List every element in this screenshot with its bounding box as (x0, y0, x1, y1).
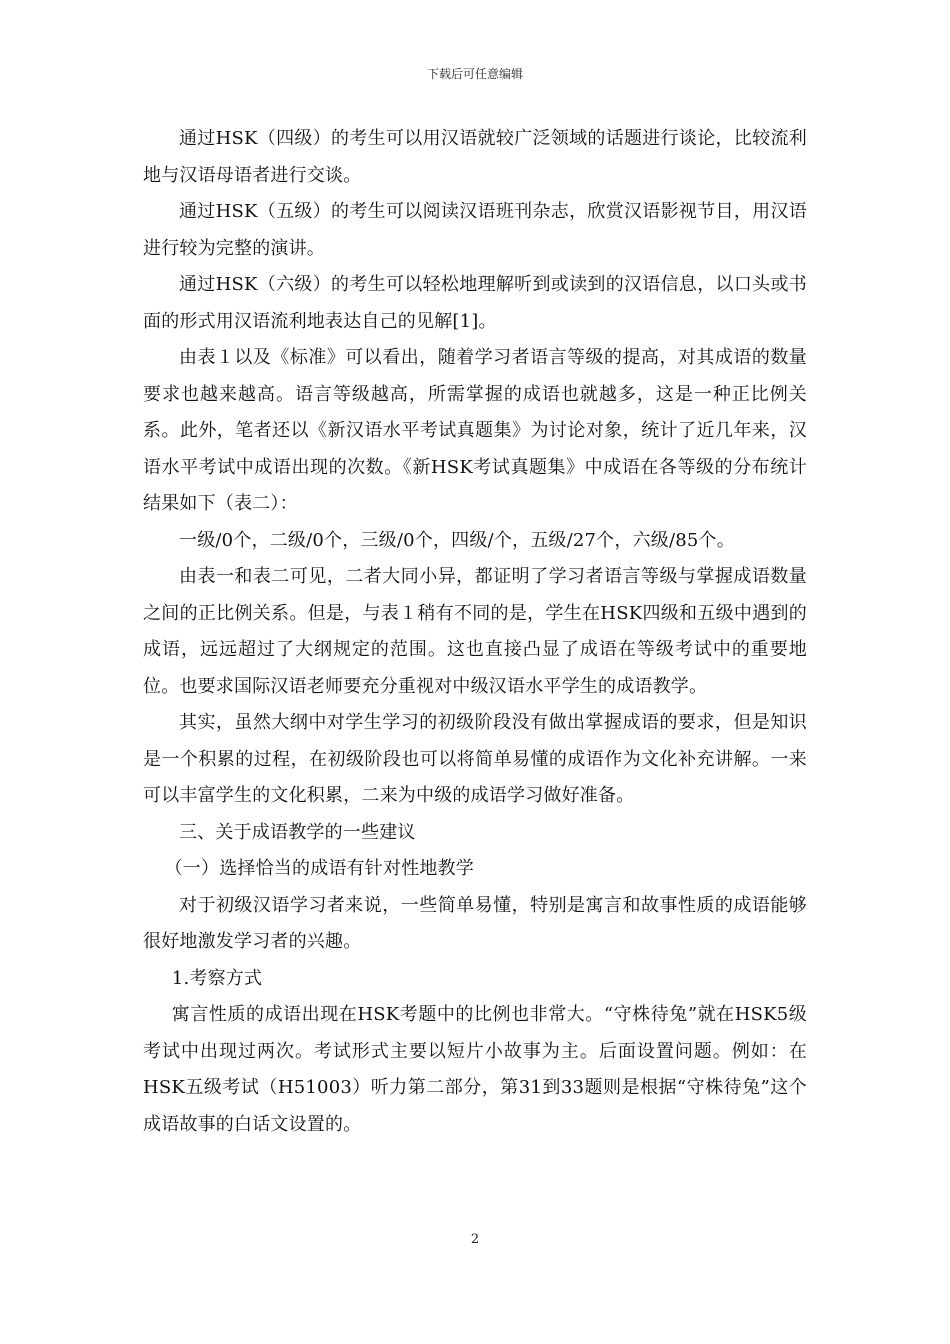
paragraph-beginner-learners: 对于初级汉语学习者来说，一些简单易懂，特别是寓言和故事性质的成语能够很好地激发学习者的兴趣。 (143, 894, 807, 952)
document-body (143, 121, 807, 1143)
paragraph-hsk5: 通过HSK（五级）的考生可以阅读汉语班刊杂志，欣赏汉语影视节目，用汉语进行较为完整的演讲。 (143, 201, 807, 259)
subsection-heading-assessment-method: 1.考察方式 (171, 967, 263, 989)
paragraph-hsk6: 通过HSK（六级）的考生可以轻松地理解听到或读到的汉语信息，以口头或书面的形式用汉语流利地表达自己的见解[1]。 (143, 274, 807, 332)
paragraph-comparison: 由表一和表二可见，二者大同小异，都证明了学习者语言等级与掌握成语数量之间的正比例关系。但是，与表１稍有不同的是，学生在HSK四级和五级中遇到的成语，远远超过了大纲规定的范围。这也直接凸显了成语在等级考试中的重要地位。也要求国际汉语老师要充分重视对中级汉语水平学生的成语教学。 (143, 566, 807, 697)
paragraph-table-one-analysis: 由表１以及《标准》可以看出，随着学习者语言等级的提高，对其成语的数量要求也越来越高。语言等级越高，所需掌握的成语也就越多，这是一种正比例关系。此外，笔者还以《新汉语水平考试真题集》为讨论对象，统计了近几年来，汉语水平考试中成语出现的次数。《新HSK考试真题集》中成语在各等级的分布统计结果如下（表二）： (143, 347, 807, 514)
page-number: 2 (470, 1232, 480, 1247)
section-heading-suggestions: 三、关于成语教学的一些建议 (179, 821, 416, 843)
paragraph-fable-idioms: 寓言性质的成语出现在HSK考题中的比例也非常大。“守株待兔”就在HSK5级考试中出现过两次。考试形式主要以短片小故事为主。后面设置问题。例如：在HSK五级考试（H51003）听力第二部分，第31到33题则是根据“守株待兔”这个成语故事的白话文设置的。 (143, 1004, 807, 1135)
paragraph-beginner-stage: 其实，虽然大纲中对学生学习的初级阶段没有做出掌握成语的要求，但是知识是一个积累的过程，在初级阶段也可以将简单易懂的成语作为文化补充讲解。一来可以丰富学生的文化积累，二来为中级的成语学习做好准备。 (143, 712, 807, 806)
subsection-heading-targeted-teaching: （一）选择恰当的成语有针对性地教学 (164, 858, 474, 879)
paragraph-level-counts: 一级/0个，二级/0个，三级/0个，四级/个，五级/27个，六级/85个。 (179, 529, 735, 551)
page-header: 下载后可任意编辑 (426, 67, 523, 81)
paragraph-hsk4: 通过HSK（四级）的考生可以用汉语就较广泛领域的话题进行谈论，比较流利地与汉语母语者进行交谈。 (143, 128, 807, 186)
